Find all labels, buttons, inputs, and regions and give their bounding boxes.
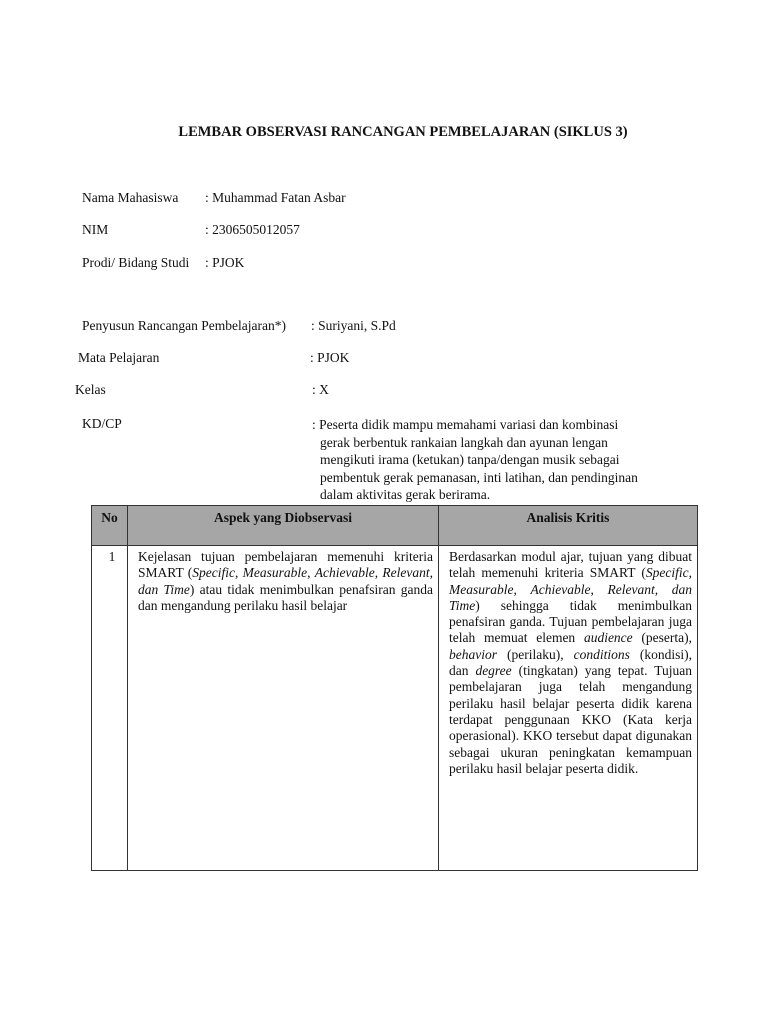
label-mata-pelajaran: Mata Pelajaran: [78, 350, 160, 365]
label-kdcp: KD/CP: [82, 416, 122, 431]
value-nim: : 2306505012057: [205, 222, 300, 237]
kdcp-line: mengikuti irama (ketukan) tanpa/dengan musik sebagai: [320, 452, 620, 467]
table-header-row: [92, 506, 698, 546]
kdcp-line: dalam aktivitas gerak berirama.: [320, 487, 491, 502]
observation-table: [91, 505, 698, 871]
kdcp-line: gerak berbentuk rankaian langkah dan ayunan lengan: [320, 434, 608, 450]
value-penyusun: : Suriyani, S.Pd: [311, 318, 396, 333]
label-penyusun: Penyusun Rancangan Pembelajaran*): [82, 318, 286, 333]
table-row: [92, 546, 698, 871]
label-nama-mahasiswa: Nama Mahasiswa: [82, 190, 179, 205]
value-kdcp: [312, 416, 657, 504]
header-analisis: Analisis Kritis: [439, 506, 698, 546]
header-no: No: [92, 506, 128, 546]
header-aspek: Aspek yang Diobservasi: [128, 506, 439, 546]
label-kelas: Kelas: [75, 382, 106, 397]
cell-aspek: Kejelasan tujuan pembelajaran memenuhi kriteria SMART (Specific, Measurable, Achievable, Relevant, dan Time) atau tidak menimbulkan penafsiran ganda dan mengandung perilaku hasil belajar: [128, 546, 439, 871]
value-nama-mahasiswa: : Muhammad Fatan Asbar: [205, 190, 346, 205]
kdcp-line: pembentuk gerak pemanasan, inti latihan, dan pendinginan: [320, 469, 638, 485]
label-prodi: Prodi/ Bidang Studi: [82, 255, 190, 270]
label-nim: NIM: [82, 222, 109, 237]
value-prodi: : PJOK: [205, 255, 245, 270]
cell-no: 1: [92, 546, 128, 871]
kdcp-line: : Peserta didik mampu memahami variasi dan kombinasi: [312, 417, 619, 432]
page-title: LEMBAR OBSERVASI RANCANGAN PEMBELAJARAN (SIKLUS 3): [178, 124, 628, 140]
cell-analisis: Berdasarkan modul ajar, tujuan yang dibuat telah memenuhi kriteria SMART (Specific, Measurable, Achievable, Relevant, dan Time) sehingga tidak menimbulkan penafsiran ganda. Tujuan pembelajaran juga telah memuat elemen audience (peserta), behavior (perilaku), conditions (kondisi), dan degree (tingkatan) yang tepat. Tujuan pembelajaran juga telah mengandung perilaku hasil belajar peserta didik karena terdapat penggunaan KKO (Kata kerja operasional). KKO tersebut dapat digunakan sebagai ukuran peningkatan kemampuan perilaku hasil belajar peserta didik.: [439, 546, 698, 871]
value-kelas: : X: [312, 382, 329, 397]
value-mata-pelajaran: : PJOK: [310, 350, 350, 365]
